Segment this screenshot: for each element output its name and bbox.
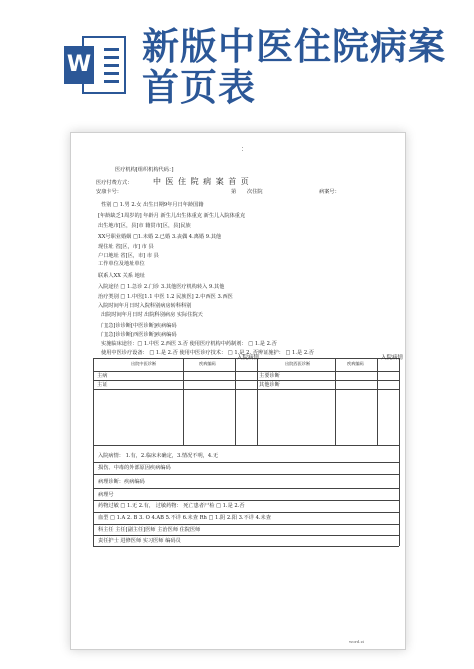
admission-dept-line: 入院时间年月日时入院科别病房转科科别 bbox=[98, 303, 192, 309]
id-line: XX号职业婚姻 □1.未婚 2.已婚 3.丧偶 4.离婚 9.其他 bbox=[98, 234, 222, 240]
equipment-line: 使用中医诊疗设备： □ 1.是 2.否 使用中医诊疗技术： □ 1.是 2. 否辨证施护： □ 1.是 2.否 bbox=[101, 350, 314, 356]
health-card: 安康卡号： bbox=[96, 189, 122, 195]
word-document-icon bbox=[64, 36, 126, 94]
admission-count: 次住院 bbox=[247, 189, 263, 195]
word-w-badge: W bbox=[64, 46, 94, 84]
allergy-line: 药物过敏 □ 1.无 2.有， 过敏药物： 死亡患者尸检 □ 1.是 2.否 bbox=[98, 503, 245, 509]
hukou-line: 户口地址 省[区，市] 市 县 bbox=[98, 253, 159, 259]
address-line: 现住址 省[区，市] 市 县 bbox=[98, 244, 154, 250]
banner bbox=[0, 0, 474, 112]
banner-title-line2: 首页表 bbox=[142, 66, 256, 109]
case-number: 病案号： bbox=[319, 189, 340, 195]
admission-condition-line: 入院病情： 1.有，2.临床未确定，3.情况不明，4.无 bbox=[98, 453, 219, 459]
sex-line: 性别 □ 1.男 2.女 出生日期9年月日年龄国籍 bbox=[101, 202, 204, 208]
banner-title bbox=[142, 26, 446, 108]
col-admission-condition: 入院病情 bbox=[381, 355, 404, 361]
contact-line: 联系人XX 关系 地址 bbox=[98, 273, 145, 279]
footer-url: word.zi bbox=[349, 639, 364, 644]
col-code-2: 疾病编码 bbox=[347, 361, 364, 366]
row-main-disease: 主病 bbox=[97, 373, 108, 379]
discharge-dept-line: 出院时间年月日时 出院科别病房 实际住院天 bbox=[101, 312, 203, 318]
banner-title-line1: 新版中医住院病案 bbox=[142, 25, 446, 68]
org-code: 医疗机构[组织机构代码：] bbox=[115, 167, 174, 173]
main-title: 中 医 住 院 病 案 首 页 bbox=[153, 177, 250, 186]
pay-method: 医疗付费方式： bbox=[96, 180, 133, 186]
blood-type-line: 血型 □ 1.A 2. B 3. O 4.AB 5.不详 6.未查 Rh □ 1.阴 2.阳 3.不详 4.未查 bbox=[98, 515, 271, 521]
top-mark: ： bbox=[241, 146, 248, 153]
diag-tcm-line: 门[急]诊诊断[中医诊断]疾病编码 bbox=[101, 323, 177, 329]
nurses-line: 责任护士 进修医师 实习医师 编码员 bbox=[98, 538, 181, 544]
row-syndrome: 主证 bbox=[97, 382, 108, 388]
row-main-diagnosis: 主要诊断 bbox=[259, 373, 280, 379]
birthplace-line: 出生地市[区，县]市 籍贯市[区，县]民族 bbox=[98, 223, 191, 229]
injury-line: 损伤、中毒的外部原因疾病编码 bbox=[98, 465, 171, 471]
infant-line: [年龄缺乏1周岁的] 年龄月 新生儿出生体重克 新生儿入院体重克 bbox=[98, 213, 246, 219]
pathology-number: 病理号 bbox=[98, 492, 114, 498]
col-admission: 入院病情 bbox=[237, 355, 260, 361]
route-line: 入院途径 □ 1.急诊 2.门诊 3.其他医疗机构转入 9.其他 bbox=[98, 284, 225, 290]
pathology-line: 病理诊断：疾病编码 bbox=[98, 479, 145, 485]
treat-type-line: 治疗类别 □ 1.中医[1.1 中医 1.2 民族医] 2.中西医 3.西医 bbox=[98, 294, 233, 300]
col-wm-diagnosis: 出院西医诊断 bbox=[285, 361, 311, 366]
diag-wm-line: 门[急]诊诊断[西医诊断]疾病编码 bbox=[101, 332, 177, 338]
work-line: 工作单位及地址单位 bbox=[98, 261, 145, 267]
clinical-path-line: 实施临床途径：□ 1.中医 2.西医 3.否 使用医疗机构中药制剂： □ 1.是 2.否 bbox=[101, 341, 277, 347]
admission-di: 第 bbox=[231, 189, 237, 195]
document-sheet bbox=[70, 132, 406, 650]
col-code: 疾病编码 bbox=[199, 361, 216, 366]
col-tcm-diagnosis: 出院中医诊断 bbox=[131, 361, 157, 366]
doctors-line: 科主任 主任[副主任]医师 主治医师 住院医师 bbox=[98, 527, 201, 533]
row-other-diagnosis: 其他诊断 bbox=[259, 382, 280, 388]
